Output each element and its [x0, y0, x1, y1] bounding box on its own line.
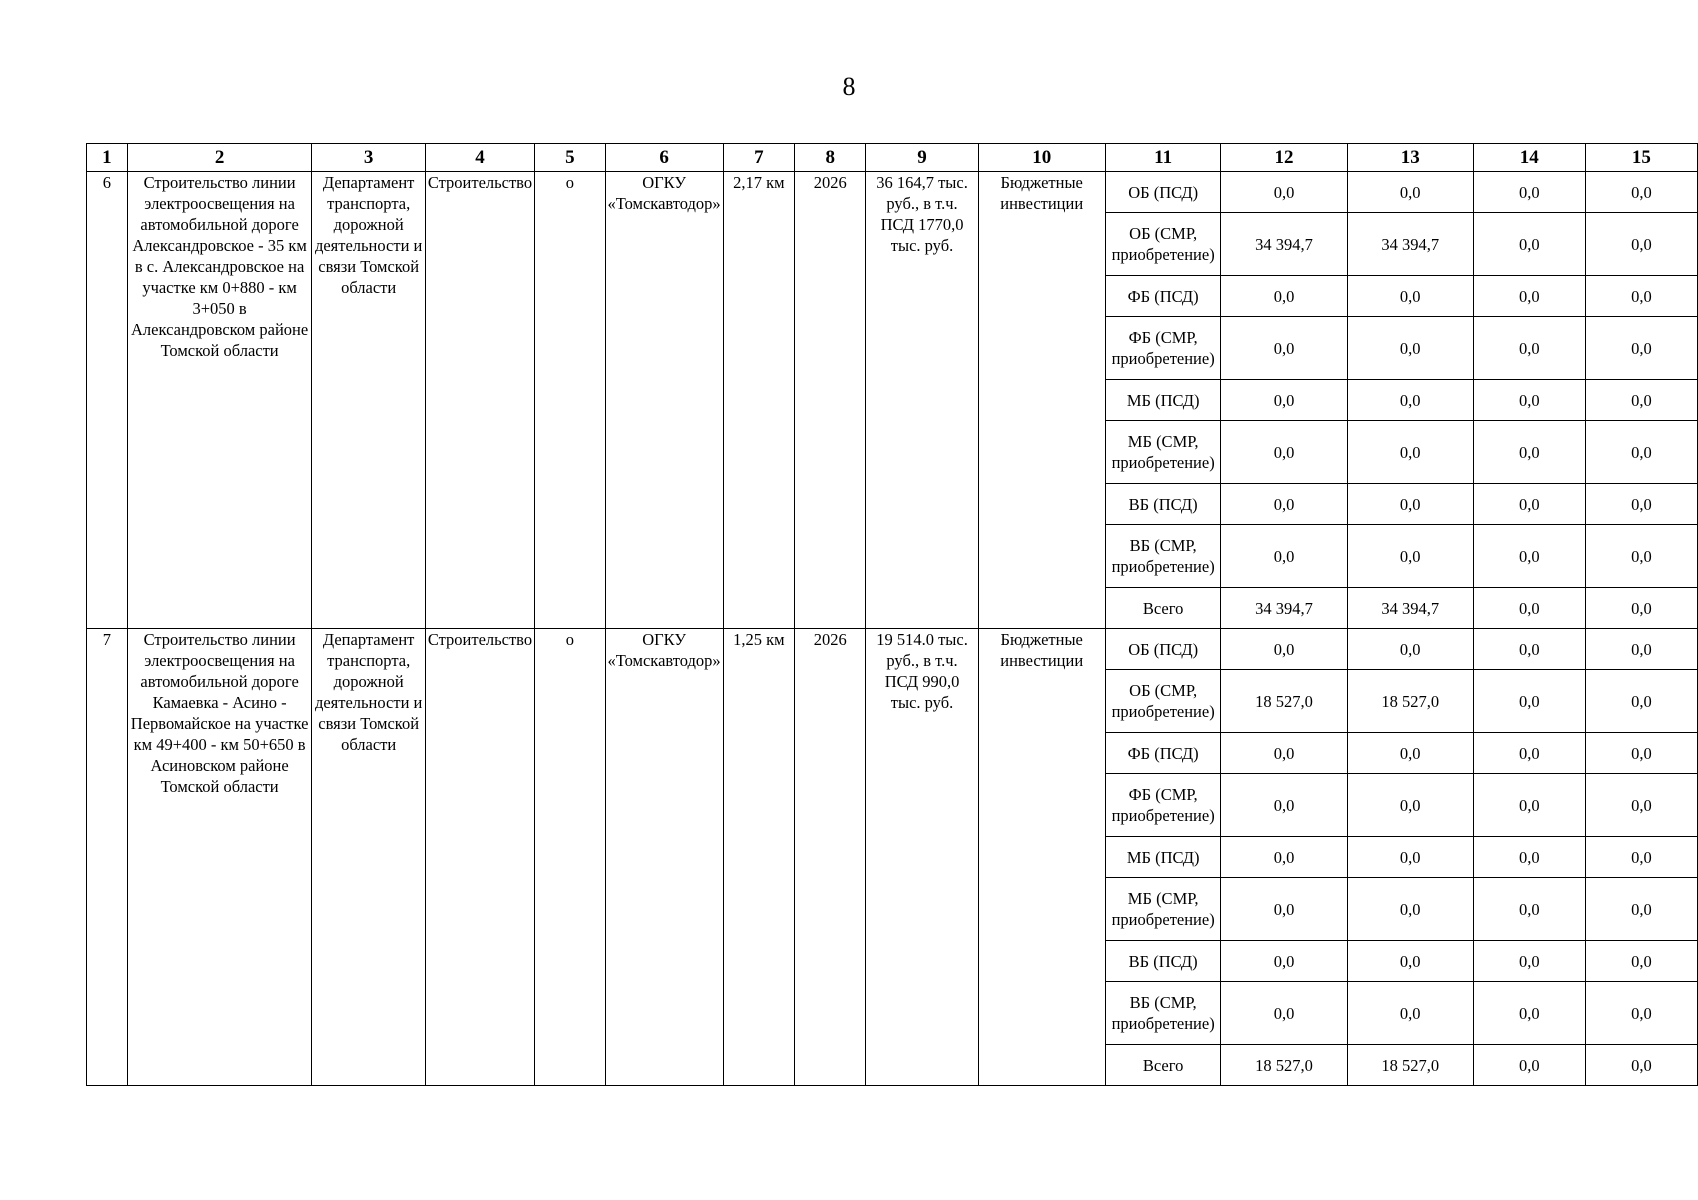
funding-amount: 18 527,0 — [1221, 670, 1347, 733]
work-type: Строительство — [425, 629, 534, 1086]
funding-amount: 0,0 — [1585, 317, 1697, 380]
funding-amount: 0,0 — [1585, 774, 1697, 837]
funding-amount: 0,0 — [1585, 878, 1697, 941]
funding-amount: 34 394,7 — [1347, 213, 1473, 276]
funding-amount: 0,0 — [1473, 276, 1585, 317]
funding-amount: 0,0 — [1585, 380, 1697, 421]
funding-amount: 0,0 — [1347, 774, 1473, 837]
funding-source: ОБ (ПСД) — [1105, 629, 1221, 670]
funding-row — [87, 629, 1698, 670]
funding-source: Всего — [1105, 1045, 1221, 1086]
funding-amount: 0,0 — [1221, 733, 1347, 774]
funding-amount: 0,0 — [1473, 525, 1585, 588]
column-number-row — [87, 144, 1698, 172]
funding-amount: 0,0 — [1585, 588, 1697, 629]
funding-amount: 0,0 — [1347, 878, 1473, 941]
funding-amount: 0,0 — [1221, 421, 1347, 484]
customer: ОГКУ «Томскавтодор» — [605, 172, 723, 629]
column-header: 10 — [978, 144, 1105, 172]
funding-amount: 0,0 — [1221, 317, 1347, 380]
funding-amount: 0,0 — [1585, 733, 1697, 774]
column-header: 2 — [127, 144, 312, 172]
completion-year: 2026 — [794, 629, 865, 1086]
funding-source: МБ (ПСД) — [1105, 380, 1221, 421]
funding-amount: 0,0 — [1221, 629, 1347, 670]
funding-amount: 0,0 — [1347, 525, 1473, 588]
funding-amount: 0,0 — [1347, 982, 1473, 1045]
object-number: 6 — [87, 172, 128, 629]
funding-amount: 0,0 — [1473, 629, 1585, 670]
funding-amount: 0,0 — [1473, 588, 1585, 629]
column-header: 9 — [866, 144, 978, 172]
funding-amount: 0,0 — [1585, 629, 1697, 670]
object-number: 7 — [87, 629, 128, 1086]
funding-amount: 0,0 — [1221, 837, 1347, 878]
funding-amount: 0,0 — [1585, 837, 1697, 878]
funding-source: ОБ (ПСД) — [1105, 172, 1221, 213]
funding-amount: 0,0 — [1221, 982, 1347, 1045]
funding-amount: 18 527,0 — [1221, 1045, 1347, 1086]
funding-source: ФБ (ПСД) — [1105, 733, 1221, 774]
responsible-department: Департамент транспорта, дорожной деятельности и связи Томской области — [312, 172, 425, 629]
column-header: 11 — [1105, 144, 1221, 172]
column-header: 7 — [723, 144, 794, 172]
funding-amount: 0,0 — [1221, 878, 1347, 941]
funding-source: МБ (ПСД) — [1105, 837, 1221, 878]
funding-source: Всего — [1105, 588, 1221, 629]
funding-amount: 0,0 — [1473, 941, 1585, 982]
funding-amount: 0,0 — [1347, 941, 1473, 982]
funding-amount: 0,0 — [1347, 484, 1473, 525]
funding-source: ОБ (СМР, приобретение) — [1105, 213, 1221, 276]
funding-amount: 0,0 — [1585, 525, 1697, 588]
column-header: 15 — [1585, 144, 1697, 172]
object-name: Строительство линии электроосвещения на автомобильной дороге Камаевка - Асино - Первомайское на участке км 49+400 - км 50+650 в Асиновском районе Томской области — [127, 629, 312, 1086]
column-header: 5 — [535, 144, 605, 172]
funding-amount: 0,0 — [1585, 172, 1697, 213]
funding-source: МБ (СМР, приобретение) — [1105, 421, 1221, 484]
funding-amount: 0,0 — [1473, 982, 1585, 1045]
funding-amount: 0,0 — [1585, 276, 1697, 317]
funding-amount: 0,0 — [1221, 941, 1347, 982]
funding-source: МБ (СМР, приобретение) — [1105, 878, 1221, 941]
funding-amount: 0,0 — [1347, 629, 1473, 670]
funding-amount: 0,0 — [1347, 733, 1473, 774]
funding-amount: 0,0 — [1585, 213, 1697, 276]
funding-amount: 0,0 — [1473, 421, 1585, 484]
column-header: 1 — [87, 144, 128, 172]
funding-amount: 0,0 — [1347, 421, 1473, 484]
funding-amount: 0,0 — [1473, 733, 1585, 774]
funding-amount: 0,0 — [1221, 380, 1347, 421]
investment-form: Бюджетные инвестиции — [978, 172, 1105, 629]
funding-amount: 0,0 — [1347, 837, 1473, 878]
funding-amount: 0,0 — [1473, 670, 1585, 733]
funding-source: ВБ (СМР, приобретение) — [1105, 982, 1221, 1045]
funding-amount: 0,0 — [1347, 317, 1473, 380]
object-category: о — [535, 172, 605, 629]
estimated-cost: 19 514.0 тыс. руб., в т.ч. ПСД 990,0 тыс. руб. — [866, 629, 978, 1086]
funding-amount: 0,0 — [1347, 172, 1473, 213]
capacity: 2,17 км — [723, 172, 794, 629]
funding-amount: 0,0 — [1347, 380, 1473, 421]
funding-amount: 0,0 — [1473, 172, 1585, 213]
funding-amount: 0,0 — [1221, 172, 1347, 213]
funding-amount: 0,0 — [1585, 1045, 1697, 1086]
column-header: 3 — [312, 144, 425, 172]
funding-source: ФБ (СМР, приобретение) — [1105, 317, 1221, 380]
funding-amount: 0,0 — [1585, 421, 1697, 484]
funding-amount: 0,0 — [1221, 525, 1347, 588]
page-number: 8 — [842, 72, 856, 101]
funding-amount: 18 527,0 — [1347, 1045, 1473, 1086]
responsible-department: Департамент транспорта, дорожной деятельности и связи Томской области — [312, 629, 425, 1086]
funding-amount: 0,0 — [1585, 982, 1697, 1045]
column-header: 4 — [425, 144, 534, 172]
capacity: 1,25 км — [723, 629, 794, 1086]
funding-amount: 0,0 — [1585, 670, 1697, 733]
funding-row — [87, 172, 1698, 213]
funding-source: ФБ (СМР, приобретение) — [1105, 774, 1221, 837]
funding-amount: 0,0 — [1221, 276, 1347, 317]
investment-form: Бюджетные инвестиции — [978, 629, 1105, 1086]
funding-amount: 34 394,7 — [1347, 588, 1473, 629]
funding-amount: 0,0 — [1473, 837, 1585, 878]
funding-amount: 0,0 — [1585, 484, 1697, 525]
column-header: 8 — [794, 144, 865, 172]
object-category: о — [535, 629, 605, 1086]
funding-amount: 34 394,7 — [1221, 588, 1347, 629]
funding-amount: 0,0 — [1221, 774, 1347, 837]
funding-source: ВБ (СМР, приобретение) — [1105, 525, 1221, 588]
funding-amount: 34 394,7 — [1221, 213, 1347, 276]
work-type: Строительство — [425, 172, 534, 629]
funding-amount: 0,0 — [1473, 317, 1585, 380]
funding-amount: 0,0 — [1473, 878, 1585, 941]
column-header: 6 — [605, 144, 723, 172]
funding-source: ВБ (ПСД) — [1105, 941, 1221, 982]
funding-amount: 0,0 — [1221, 484, 1347, 525]
column-header: 14 — [1473, 144, 1585, 172]
completion-year: 2026 — [794, 172, 865, 629]
funding-amount: 18 527,0 — [1347, 670, 1473, 733]
funding-source: ОБ (СМР, приобретение) — [1105, 670, 1221, 733]
funding-amount: 0,0 — [1473, 1045, 1585, 1086]
customer: ОГКУ «Томскавтодор» — [605, 629, 723, 1086]
object-name: Строительство линии электроосвещения на автомобильной дороге Александровское - 35 км в с. Александровское на участке км 0+880 - км 3+050 в Александровском районе Томской области — [127, 172, 312, 629]
funding-amount: 0,0 — [1347, 276, 1473, 317]
funding-amount: 0,0 — [1473, 213, 1585, 276]
funding-amount: 0,0 — [1473, 380, 1585, 421]
funding-source: ФБ (ПСД) — [1105, 276, 1221, 317]
funding-amount: 0,0 — [1473, 484, 1585, 525]
funding-source: ВБ (ПСД) — [1105, 484, 1221, 525]
funding-amount: 0,0 — [1473, 774, 1585, 837]
estimated-cost: 36 164,7 тыс. руб., в т.ч. ПСД 1770,0 тыс. руб. — [866, 172, 978, 629]
column-header: 13 — [1347, 144, 1473, 172]
investment-table — [86, 143, 1698, 1086]
funding-amount: 0,0 — [1585, 941, 1697, 982]
column-header: 12 — [1221, 144, 1347, 172]
